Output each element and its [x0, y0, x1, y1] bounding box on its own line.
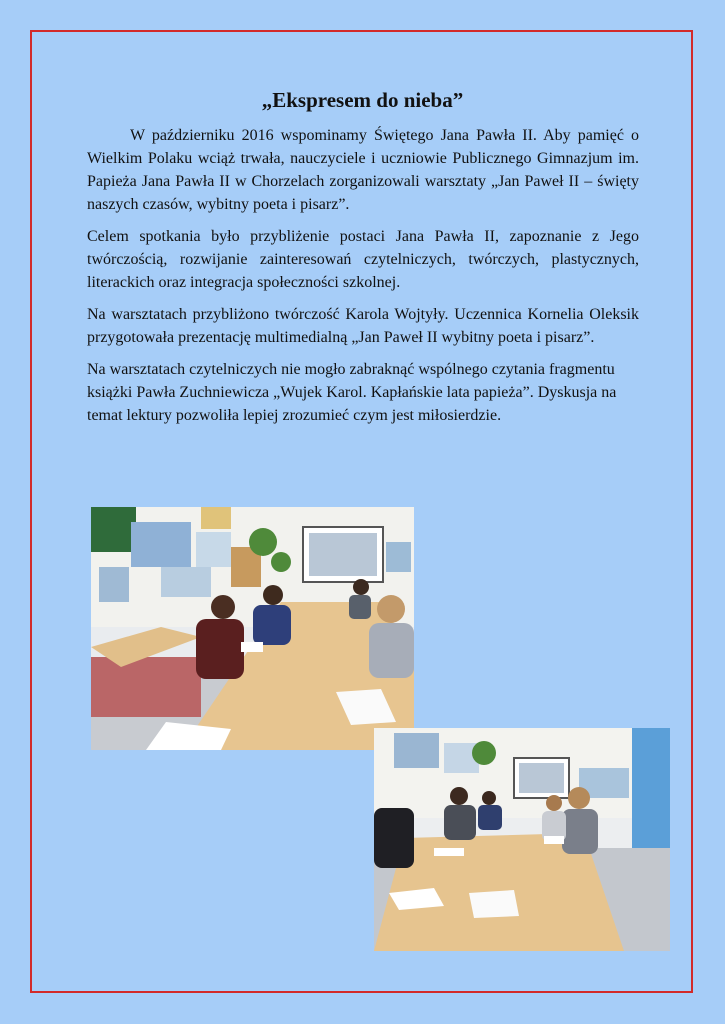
- paragraph-goals: Celem spotkania było przybliżenie postaci Jana Pawła II, zapoznanie z Jego twórczością, rozwijanie zainteresowań czytelniczych, twórczych, plastycznych, literackich oraz integracja społeczności szkolnej.: [87, 228, 639, 291]
- paragraph-presentation: Na warsztatach przybliżono twórczość Karola Wojtyły. Uczennica Kornelia Oleksik przygotowała prezentację multimedialną „Jan Paweł II wybitny poeta i pisarz”.: [87, 306, 639, 346]
- paragraph-reading: Na warsztatach czytelniczych nie mogło zabraknąć wspólnego czytania fragmentu książki Pawła Zuchniewicza „Wujek Karol. Kapłańskie lata papieża”. Dyskusja na temat lektury pozwoliła lepiej zrozumieć czym jest miłosierdzie.: [87, 361, 617, 424]
- paragraph-intro: W październiku 2016 wspominamy Świętego Jana Pawła II. Aby pamięć o Wielkim Polaku wciąż trwała, nauczyciele i uczniowie Publicznego Gimnazjum im. Papieża Jana Pawła II w Chorzelach zorganizowali warsztaty „Jan Paweł II – święty naszych czasów, wybitny poeta i pisarz”.: [87, 127, 639, 213]
- article-body: [87, 124, 639, 436]
- workshop-photo-2: [374, 728, 670, 951]
- workshop-photo-1: [91, 507, 414, 750]
- article-title: „Ekspresem do nieba”: [261, 88, 464, 112]
